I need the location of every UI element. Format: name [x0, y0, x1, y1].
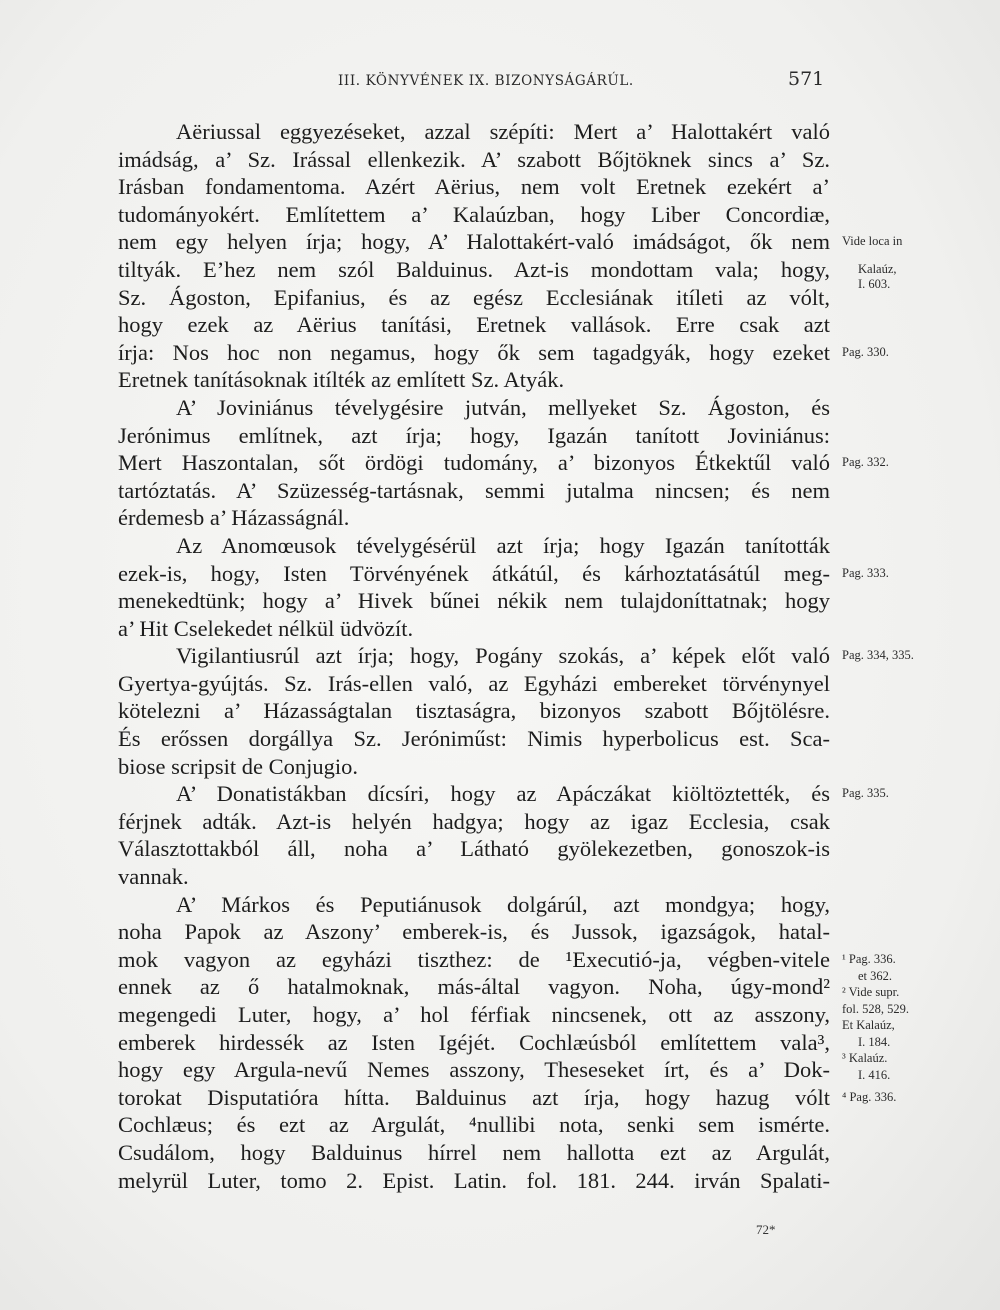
- text-line: imádság, a’ Sz. Irással ellenkezik. A’ szabott Bőjtöknek sincs a’ Sz.: [118, 146, 830, 172]
- text-line: a’ Hit Cselekedet nélkül üdvözít.: [118, 615, 414, 641]
- text-line: emberek hirdessék az Isten Igéjét. Cochlæúsból említettem vala³,: [118, 1029, 830, 1055]
- text-line: A’ Márkos és Peputiánusok dolgárúl, azt mondgya; hogy,: [176, 891, 830, 917]
- text-line: kötelezni a’ Házasságtalan tisztaságra, bizonyos szabott Bőjtölésre.: [118, 698, 830, 724]
- text-line: menekedtünk; hogy a’ Hivek bűnei nékik nem tulajdoníttatnak; hogy: [118, 588, 830, 614]
- text-line: Gyertya-gyújtás. Sz. Irás-ellen való, az Egyházi embereket törvénynyel: [118, 670, 830, 696]
- text-line: nem egy helyen írja; hogy, A’ Halottakért-való imádságot, ők nem: [118, 229, 830, 255]
- margin-note: et 362.: [858, 968, 893, 983]
- margin-note: fol. 528, 529.: [842, 1001, 910, 1016]
- margin-note: Et Kalaúz,: [842, 1018, 895, 1033]
- text-line: ezek-is, hogy, Isten Törvényének átkátúl, és kárhoztatásátúl meg-: [118, 560, 830, 586]
- text-line: hogy ezek az Aërius tanítási, Eretnek vallások. Erre csak azt: [118, 312, 830, 338]
- margin-note: I. 603.: [858, 277, 891, 292]
- text-line: noha Papok az Aszony’ emberek-is, és Jussok, igazságok, hatal-: [118, 919, 830, 945]
- text-line: torokat Disputatióra hítta. Balduinus azt írja, hogy hazug vólt: [118, 1084, 830, 1110]
- text-line: melyrül Luter, tomo 2. Epist. Latin. fol. 181. 244. irván Spalati-: [118, 1167, 830, 1193]
- text-line: hogy egy Argula-nevű Nemes asszony, Theseseket írt, és a’ Dok-: [118, 1057, 830, 1083]
- text-line: Aëriussal eggyezéseket, azzal szépíti: Mert a’ Halottakért való: [176, 119, 830, 144]
- body-text: [118, 118, 830, 1194]
- margin-note: Pag. 332.: [842, 455, 889, 470]
- text-line: megengedi Luter, hogy, a’ hol férfiak nincsenek, ott az asszony,: [118, 1002, 830, 1027]
- text-line: Jerónimus említnek, azt írja; hogy, Igazán tanított Joviniánus:: [118, 422, 830, 448]
- text-line: Vigilantiusrúl azt írja; hogy, Pogány szokás, a’ képek előt való: [176, 643, 830, 669]
- running-head: III. KÖNYVÉNEK IX. BIZONYSÁGÁRÚL.: [338, 73, 634, 89]
- text-line: Választottakból áll, noha a’ Látható gyölekezetben, gonoszok-is: [118, 836, 830, 862]
- text-line: Csudálom, hogy Balduinus hírrel nem hallotta ezt az Argulát,: [118, 1139, 830, 1165]
- text-line: Eretnek tanításoknak itílték az említett Sz. Atyák.: [118, 367, 565, 393]
- margin-note: ² Vide supr.: [842, 985, 900, 1000]
- text-line: tudományokért. Említettem a’ Kalaúzban, hogy Liber Concordiæ,: [118, 201, 830, 227]
- margin-note: ³ Kalaúz.: [842, 1051, 888, 1066]
- margin-note: ¹ Pag. 336.: [842, 952, 896, 966]
- text-line: tiltyák. E’hez nem szól Balduinus. Azt-is mondottam vala; hogy,: [118, 256, 830, 282]
- margin-note: Pag. 334, 335.: [842, 648, 914, 663]
- margin-note: I. 184.: [858, 1034, 891, 1049]
- signature-mark: 72*: [756, 1222, 776, 1237]
- text-line: vannak.: [118, 864, 189, 890]
- text-line: Mert Haszontalan, sőt ördögi tudomány, a’ bizonyos Étkektűl való: [118, 450, 830, 476]
- text-line: mok vagyon az egyházi tiszthez: de ¹Executió-ja, végben-vitele: [118, 946, 830, 972]
- margin-note: Vide loca in: [842, 234, 903, 249]
- margin-note: Kalaúz,: [858, 262, 897, 276]
- text-line: férjnek adták. Azt-is helyén hadgya; hogy az igaz Ecclesia, csak: [118, 808, 830, 834]
- text-line: ennek az ő hatalmoknak, más-által vagyon. Noha, úgy-mond²: [118, 974, 830, 1000]
- text-line: A’ Joviniánus tévelygésire jutván, mellyeket Sz. Ágoston, és: [176, 394, 830, 420]
- text-line: írja: Nos hoc non negamus, hogy ők sem tagadgyák, hogy ezeket: [118, 339, 830, 365]
- margin-note: ⁴ Pag. 336.: [842, 1090, 897, 1104]
- text-line: Irásban fondamentoma. Azért Aërius, nem volt Eretnek ezekért a’: [118, 174, 830, 200]
- text-line: érdemesb a’ Házasságnál.: [118, 505, 350, 531]
- margin-note: Pag. 333.: [842, 565, 889, 580]
- text-line: Cochlæus; és ezt az Argulát, ⁴nullibi nota, senki sem ismérte.: [118, 1112, 830, 1138]
- text-line: tartóztatás. A’ Szüzesség-tartásnak, semmi jutalma nincsen; és nem: [118, 477, 830, 503]
- text-line: Sz. Ágoston, Epifanius, és az egész Ecclesiának itíleti az vólt,: [118, 284, 830, 310]
- text-line: Az Anomœusok tévelygésérül azt írja; hogy Igazán tanították: [176, 532, 830, 558]
- margin-note: Pag. 330.: [842, 344, 889, 359]
- text-line: biose scripsit de Conjugio.: [118, 753, 358, 779]
- text-line: És erőssen dorgállya Sz. Jeróniműst: Nimis hyperbolicus est. Sca-: [118, 726, 830, 752]
- margin-note: I. 416.: [858, 1067, 891, 1082]
- page-number: 571: [788, 68, 825, 90]
- margin-note: Pag. 335.: [842, 786, 889, 801]
- text-line: A’ Donatistákban dícsíri, hogy az Apáczákat kiöltöztették, és: [176, 781, 830, 807]
